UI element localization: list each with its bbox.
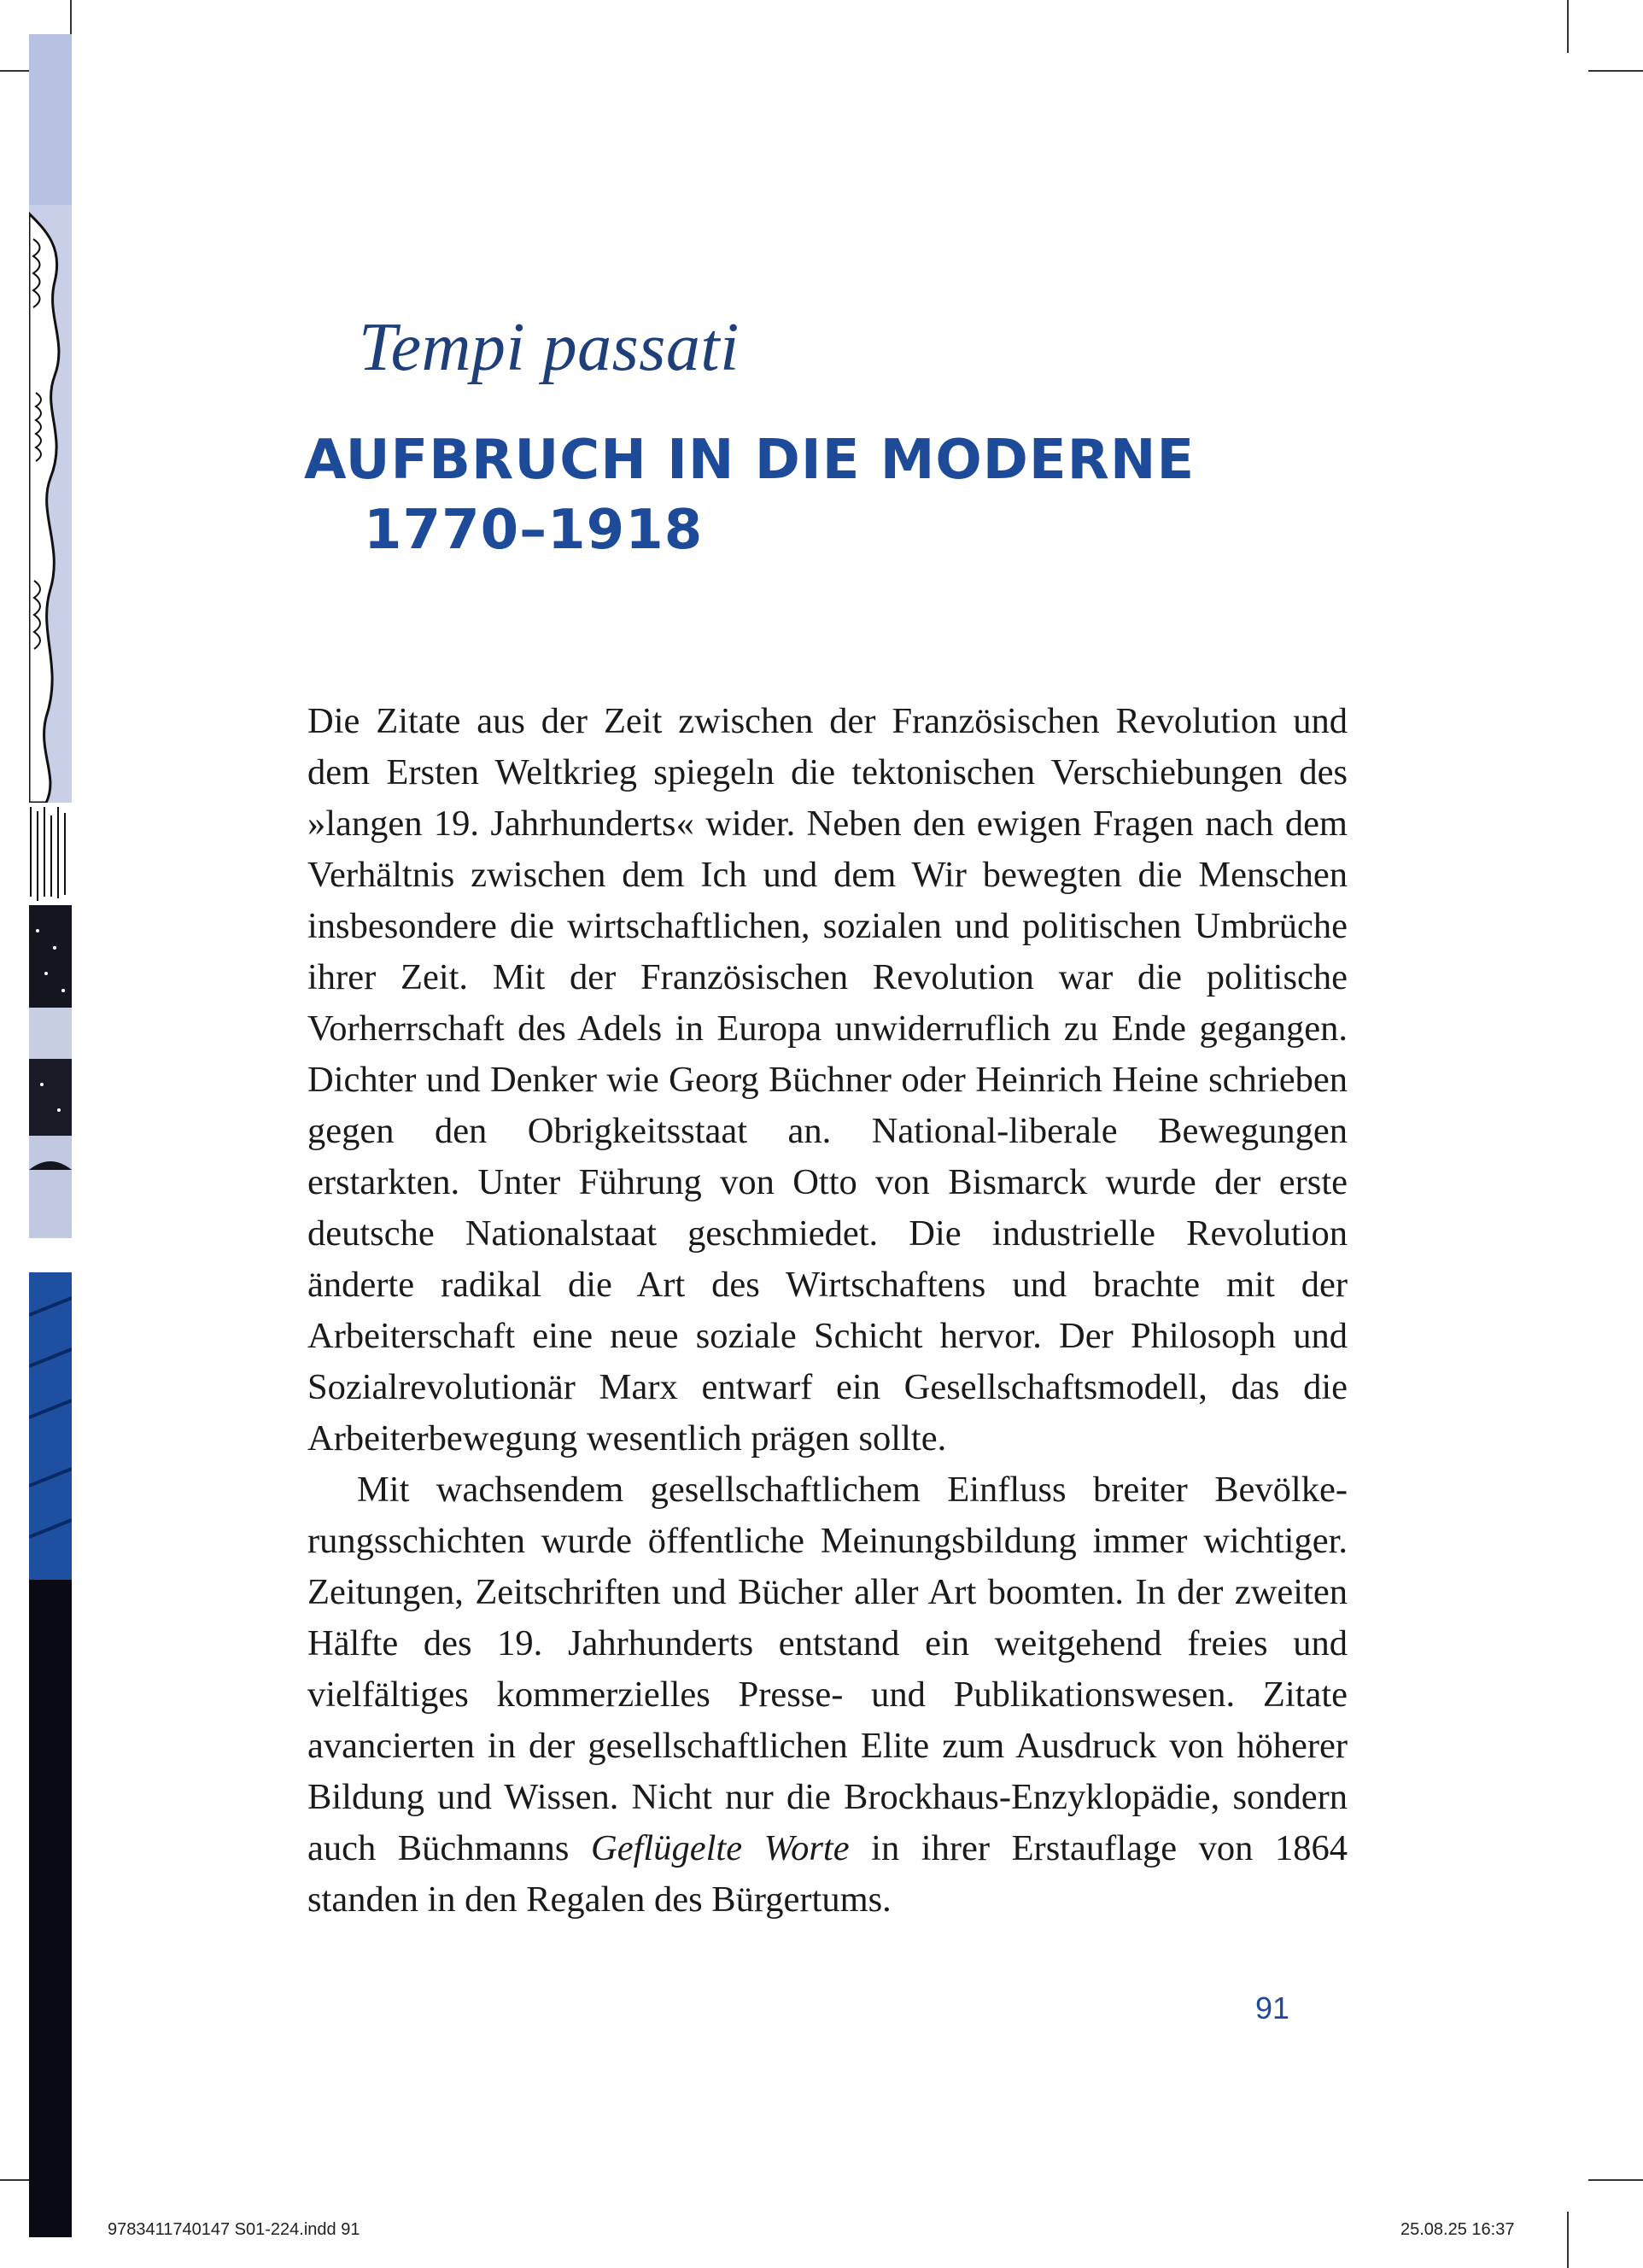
page-number: 91 bbox=[1255, 1990, 1290, 2025]
book-title-italic: Geflügelte Worte bbox=[591, 1828, 850, 1868]
paragraph-2 bbox=[307, 1464, 1348, 1926]
crop-mark-bottom-right bbox=[1588, 2179, 1643, 2181]
decorative-illustration-strip bbox=[29, 34, 72, 2237]
crop-mark-bottom-right-vertical bbox=[1567, 2212, 1569, 2268]
print-slug-datetime: 25.08.25 16:37 bbox=[1400, 2220, 1515, 2239]
headline-line-2: 1770–1918 bbox=[364, 499, 704, 562]
body-text bbox=[307, 696, 1348, 1926]
crop-mark-top-right bbox=[1588, 70, 1643, 72]
paragraph-2-after: in ihrer Erstauflage von 1864 standen in den Regalen des Bürgertums. bbox=[307, 1828, 1348, 1920]
crop-mark-top-left-vertical bbox=[70, 0, 72, 38]
headline-line-1: AUFBRUCH IN DIE MODERNE bbox=[304, 429, 1196, 492]
chapter-headline bbox=[304, 425, 1195, 565]
crop-mark-top-right-vertical bbox=[1567, 0, 1569, 53]
chapter-kicker: Tempi passati bbox=[359, 310, 740, 385]
paragraph-2-before: Mit wachsendem gesellschaftlichem Einfluss breiter Bevölkerungsschichten wurde öffentliche Meinungsbildung immer wichtiger. Zeitungen, Zeitschriften und Bücher aller Art boomten. In der zweiten Hälfte des 19. Jahrhunderts entstand ein weitgehend freies und vielfältiges kommerzielles Presse- und Publikationswesen. Zitate avancierten in der gesellschaftlichen Elite zum Ausdruck von höherer Bildung und Wissen. Nicht nur die Brockhaus-Enzyklopädie, sondern auch Büchmanns bbox=[307, 1470, 1348, 1868]
paragraph-1: Die Zitate aus der Zeit zwischen der Französischen Revolution und dem Ersten Weltkrieg spiegeln die tektonischen Verschiebungen des »langen 19. Jahrhunderts« wider. Neben den ewigen Fragen nach dem Verhältnis zwischen dem Ich und dem Wir bewegten die Menschen insbesondere die wirtschaftlichen, sozialen und politischen Umbrüche ihrer Zeit. Mit der Französischen Revolution war die politische Vorherrschaft des Adels in Europa unwiderruflich zu Ende gegangen. Dichter und Denker wie Georg Büchner oder Heinrich Heine schrieben gegen den Obrigkeitsstaat an. National-liberale Bewegungen erstarkten. Unter Führung von Otto von Bismarck wurde der erste deutsche Nationalstaat geschmiedet. Die industrielle Revolution änderte radikal die Art des Wirtschaftens und brachte mit der Arbeiterschaft eine neue soziale Schicht hervor. Der Philosoph und Sozialrevolutionär Marx entwarf ein Gesellschaftsmodell, das die Arbeiterbewegung wesentlich prägen sollte. bbox=[307, 701, 1348, 1458]
print-slug-file: 9783411740147 S01-224.indd 91 bbox=[108, 2220, 360, 2239]
